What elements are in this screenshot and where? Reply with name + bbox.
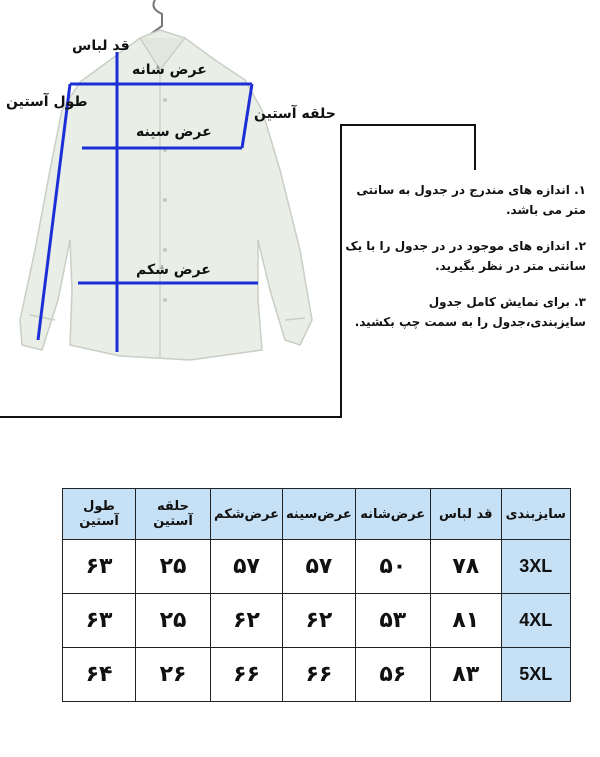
header-length: قد لباس xyxy=(430,489,501,540)
table-cell: ۵۶ xyxy=(355,648,430,702)
header-size: سایزبندی xyxy=(501,489,570,540)
header-chest: عرض‌سینه xyxy=(283,489,356,540)
shoulder-label: عرض شانه xyxy=(132,62,207,78)
size-table xyxy=(62,488,571,702)
table-cell: ۵۷ xyxy=(211,540,283,594)
frame-tick xyxy=(474,124,476,170)
table-cell: ۵۰ xyxy=(355,540,430,594)
size-notes xyxy=(342,180,586,348)
header-sleeve-length: طول آستین xyxy=(63,489,136,540)
table-cell: ۶۲ xyxy=(283,594,356,648)
header-shoulder: عرض‌شانه xyxy=(355,489,430,540)
table-cell: ۶۳ xyxy=(63,594,136,648)
header-belly: عرض‌شکم xyxy=(211,489,283,540)
table-cell: ۶۶ xyxy=(283,648,356,702)
table-row xyxy=(63,594,571,648)
table-cell: ۶۶ xyxy=(211,648,283,702)
shirt-illustration xyxy=(20,30,312,360)
frame-bottom-border xyxy=(0,416,342,418)
table-cell: ۶۲ xyxy=(211,594,283,648)
table-cell: ۶۳ xyxy=(63,540,136,594)
table-cell: ۶۴ xyxy=(63,648,136,702)
armhole-label: حلقه آستین xyxy=(254,106,336,122)
frame-top-border xyxy=(340,124,476,126)
table-cell: ۸۳ xyxy=(430,648,501,702)
note-item: ۱. اندازه های مندرج در جدول به سانتی متر می باشد. xyxy=(356,183,586,217)
table-header-row xyxy=(63,489,571,540)
table-cell: ۵۷ xyxy=(283,540,356,594)
note-item: ۳. برای نمایش کامل جدول سایزبندی،جدول را به سمت چپ بکشید. xyxy=(354,295,586,329)
table-cell: ۷۸ xyxy=(430,540,501,594)
size-cell: 5XL xyxy=(501,648,570,702)
table-row xyxy=(63,540,571,594)
size-cell: 4XL xyxy=(501,594,570,648)
header-armhole: حلقه آستین xyxy=(136,489,211,540)
table-row xyxy=(63,648,571,702)
table-cell: ۸۱ xyxy=(430,594,501,648)
table-cell: ۲۵ xyxy=(136,540,211,594)
belly-label: عرض شکم xyxy=(136,262,211,278)
table-cell: ۵۳ xyxy=(355,594,430,648)
length-label: قد لباس xyxy=(72,38,130,54)
table-cell: ۲۶ xyxy=(136,648,211,702)
note-item: ۲. اندازه های موجود در در جدول را با یک سانتی متر در نظر بگیرید. xyxy=(345,239,586,273)
size-cell: 3XL xyxy=(501,540,570,594)
table-cell: ۲۵ xyxy=(136,594,211,648)
sleeve-length-label: طول آستین xyxy=(6,94,88,110)
chest-label: عرض سینه xyxy=(136,124,212,140)
